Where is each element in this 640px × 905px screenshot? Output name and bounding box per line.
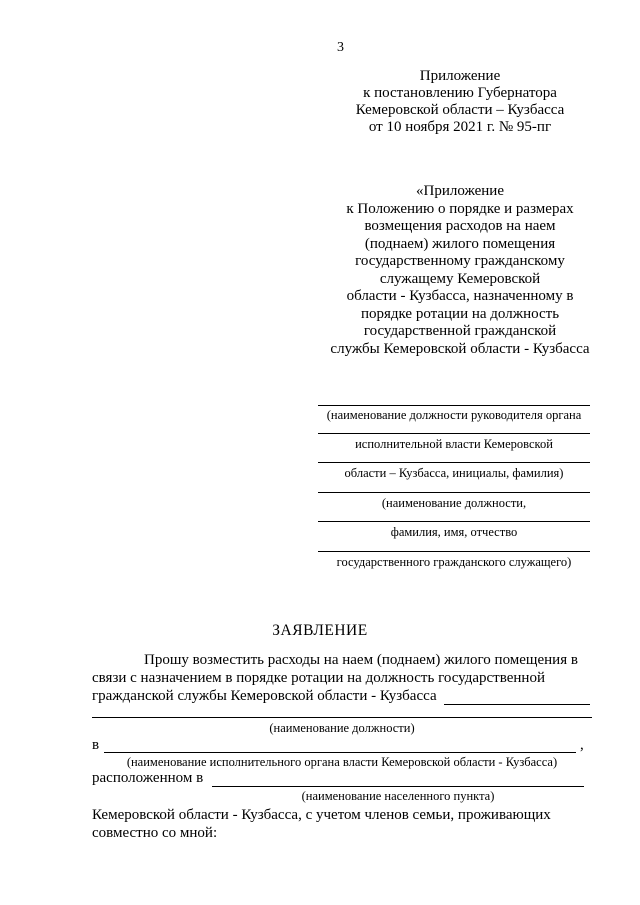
reference-line: «Приложение xyxy=(415,183,504,199)
fill-line xyxy=(444,704,590,705)
fill-line xyxy=(318,462,590,463)
fill-line xyxy=(318,551,590,552)
appendix-line: Приложение xyxy=(419,68,501,84)
fill-line xyxy=(318,433,590,434)
fill-line xyxy=(92,717,592,718)
caption-full-name: фамилия, имя, отчество xyxy=(390,525,518,539)
reference-line: порядке ротации на должность xyxy=(360,305,560,322)
reference-line: служащему Кемеровской xyxy=(379,270,541,287)
statement-title: ЗАЯВЛЕНИЕ xyxy=(272,622,368,639)
reference-line: к Положению о порядке и размерах xyxy=(346,200,574,217)
prefix-in: в xyxy=(92,737,100,753)
caption-locality: (наименование населенного пункта) xyxy=(301,789,495,803)
reference-line: государственной гражданской xyxy=(363,323,557,339)
fill-line xyxy=(318,492,590,493)
appendix-line: Кемеровской области – Кузбасса xyxy=(355,102,565,118)
page-number: 3 xyxy=(337,40,344,55)
comma: , xyxy=(580,737,584,753)
caption-authority: исполнительной власти Кемеровской xyxy=(355,437,553,451)
reference-line: области - Кузбасса, назначенному в xyxy=(346,288,574,304)
caption-position-name: (наименование должности) xyxy=(269,721,415,735)
fill-line xyxy=(104,752,576,753)
paragraph-line: совместно со мной: xyxy=(92,825,218,841)
reference-line: (поднаем) жилого помещения xyxy=(364,235,556,252)
appendix-header xyxy=(340,68,580,136)
appendix-line: к постановлению Губернатора xyxy=(363,85,557,101)
reference-header xyxy=(320,183,600,358)
caption-civil-servant: государственного гражданского служащего) xyxy=(336,555,572,569)
paragraph-line: Прошу возместить расходы на наем (поднаем) жилого помещения в xyxy=(144,652,578,668)
paragraph-line: связи с назначением в порядке ротации на должность государственной xyxy=(92,670,545,686)
appendix-line: от 10 ноября 2021 г. № 95-пг xyxy=(368,119,552,135)
caption-position: (наименование должности, xyxy=(381,496,527,510)
located-in-label: расположенном в xyxy=(92,770,204,786)
reference-line: службы Кемеровской области - Кузбасса xyxy=(330,340,590,357)
caption-region-name: области – Кузбасса, инициалы, фамилия) xyxy=(344,466,564,480)
reference-line: возмещения расходов на наем xyxy=(364,218,556,234)
fill-line xyxy=(318,405,590,406)
paragraph-line: гражданской службы Кемеровской области - Кузбасса xyxy=(92,688,437,704)
caption-executive-body: (наименование исполнительного органа власти Кемеровской области - Кузбасса) xyxy=(126,755,558,769)
paragraph-line: Кемеровской области - Кузбасса, с учетом членов семьи, проживающих xyxy=(92,807,551,823)
fill-line xyxy=(212,786,584,787)
caption-head-position: (наименование должности руководителя органа xyxy=(326,408,582,422)
reference-line: государственному гражданскому xyxy=(355,253,565,269)
fill-line xyxy=(318,521,590,522)
